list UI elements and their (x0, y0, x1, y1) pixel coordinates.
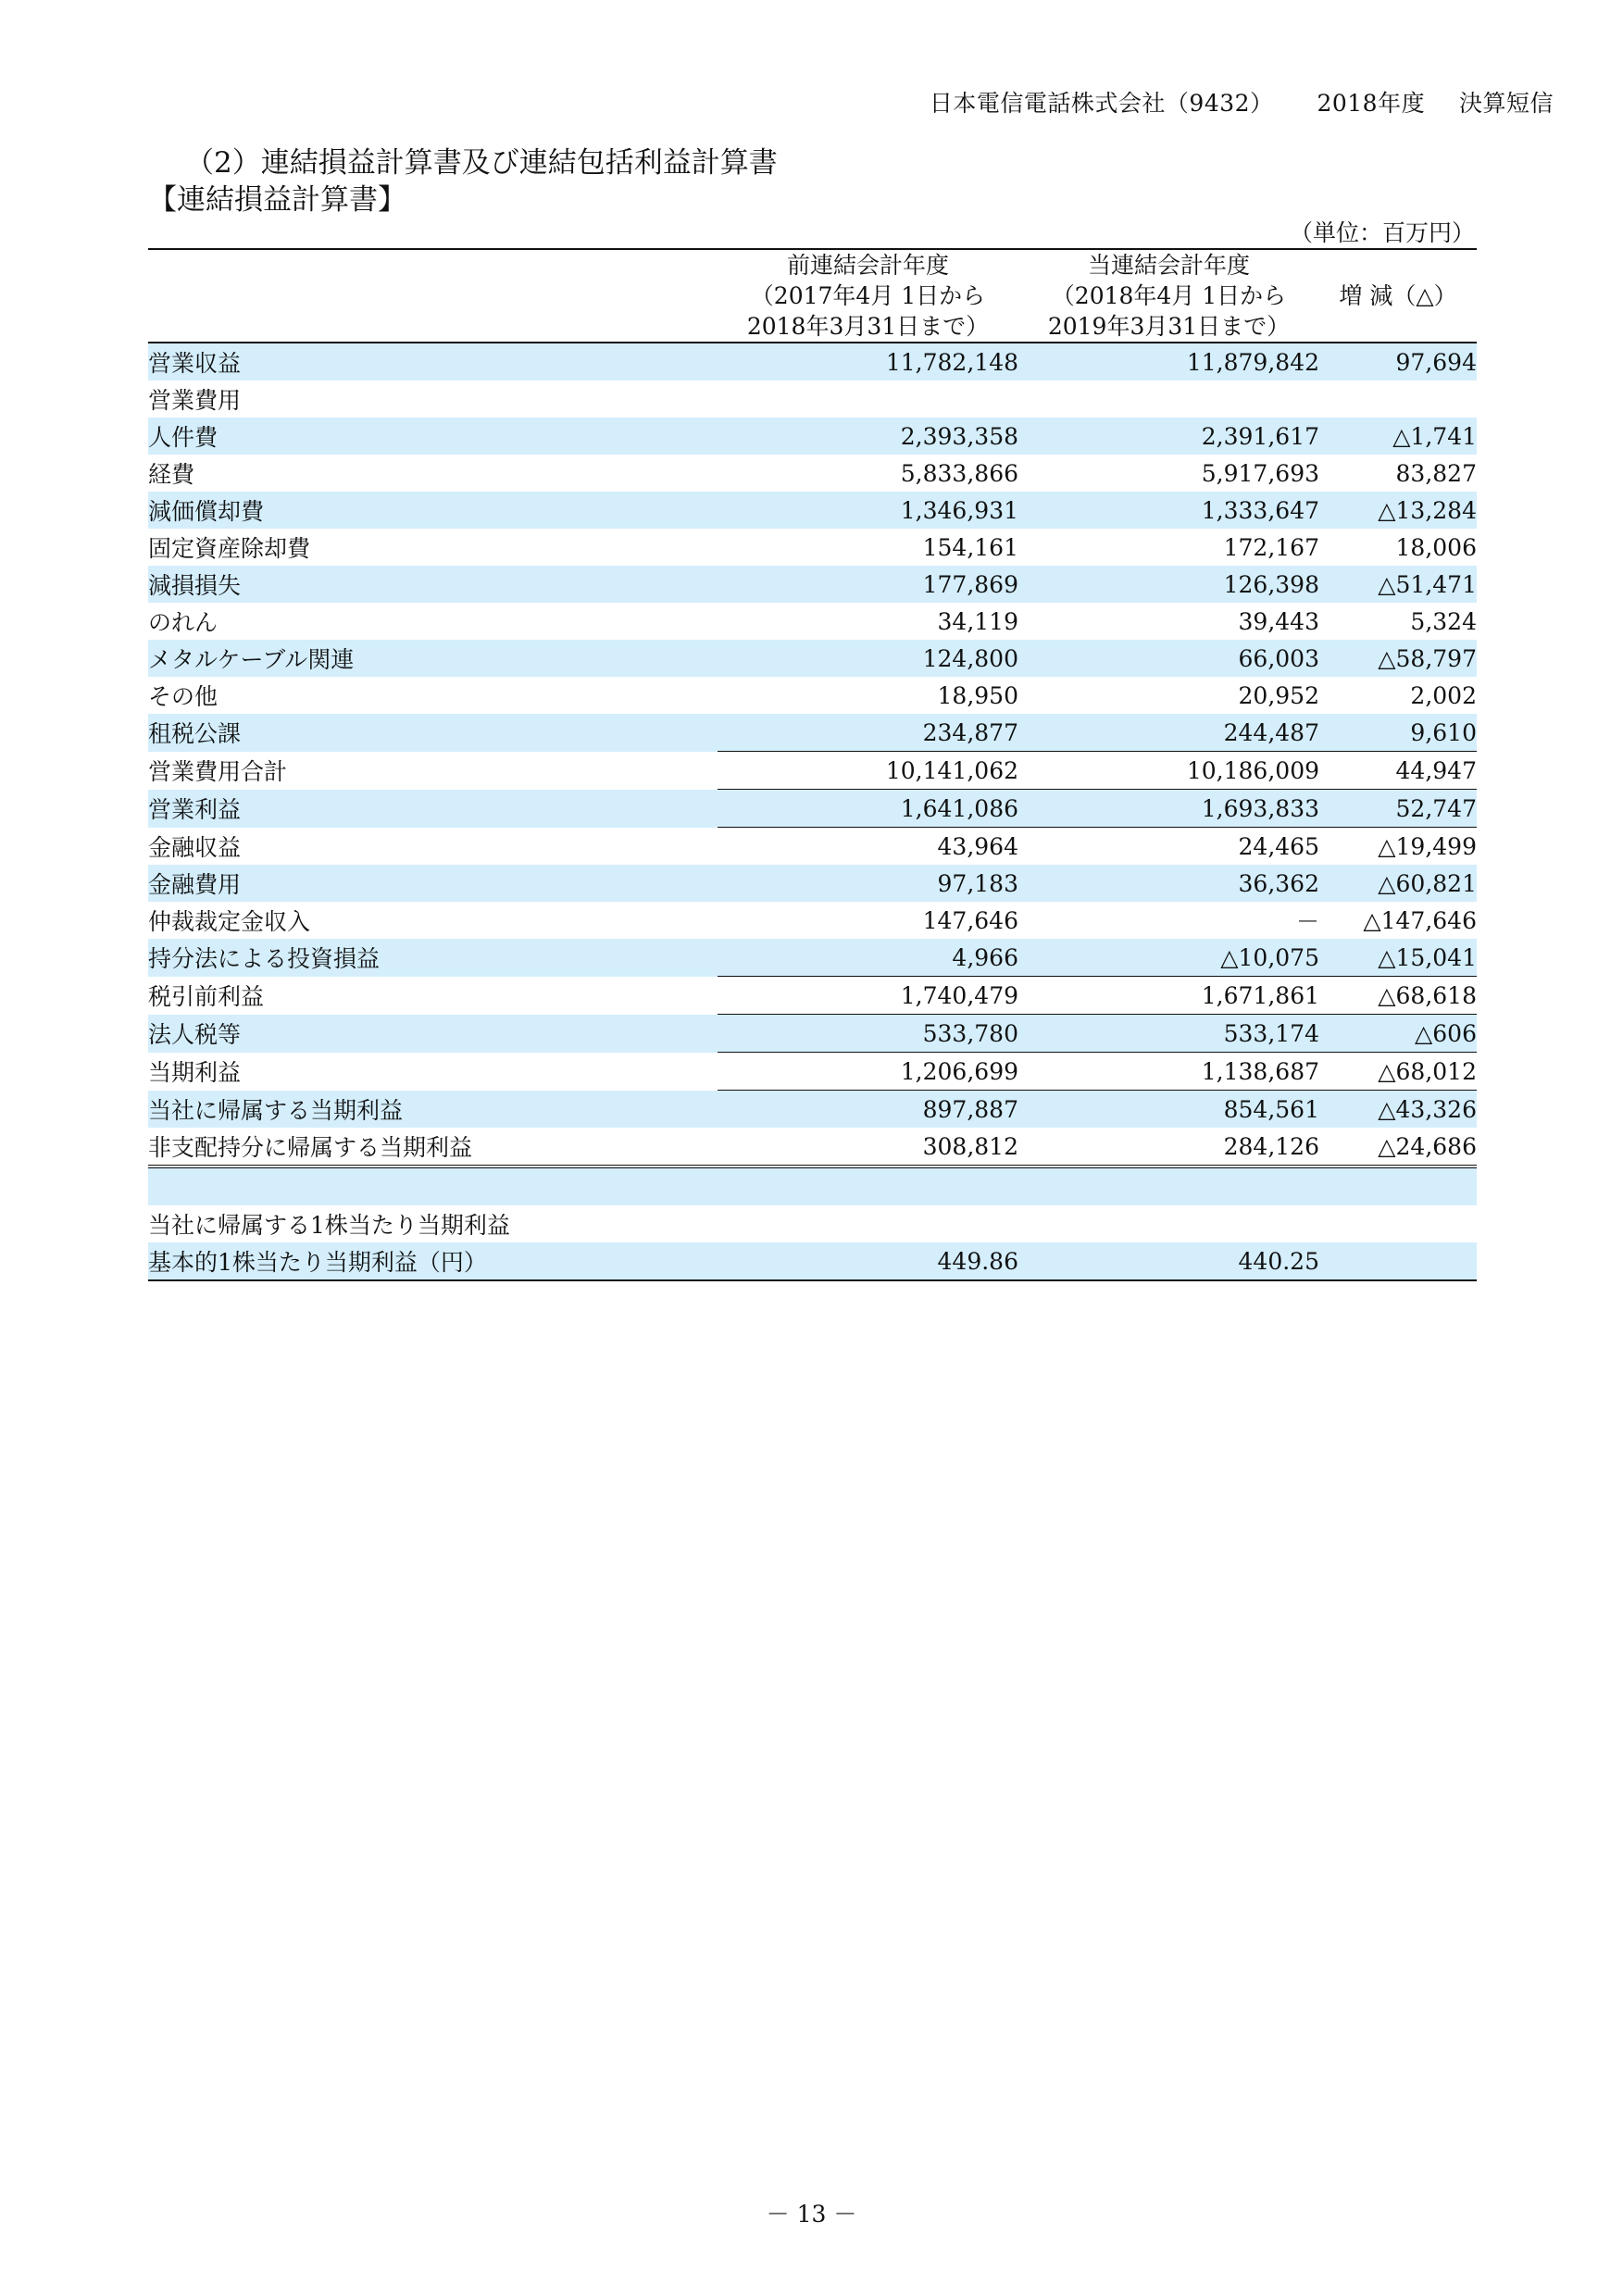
eps-heading: 当社に帰属する1株当たり当期利益 (148, 1212, 510, 1239)
table-row (148, 418, 1477, 455)
prev-value: 897,887 (718, 1091, 1018, 1129)
row-label: メタルケーブル関連 (148, 640, 718, 677)
row-label: その他 (148, 683, 218, 710)
prev-value: 147,646 (922, 906, 1018, 934)
prev-value: 5,833,866 (900, 459, 1018, 487)
prev-value: 10,141,062 (718, 752, 1018, 790)
cur-value: 1,671,861 (1018, 977, 1319, 1015)
row-label: 仲裁裁定金収入 (148, 908, 311, 935)
cur-value: 39,443 (1238, 607, 1319, 635)
company-name: 日本電信電話株式会社（9432） (929, 90, 1274, 117)
cur-value: 172,167 (1223, 533, 1319, 561)
table-header-row (148, 249, 1477, 343)
cur-value: 1,693,833 (1018, 790, 1319, 828)
cur-value: 11,879,842 (1018, 343, 1319, 381)
prev-value: 4,966 (718, 939, 1018, 977)
cur-period-end: 2019年3月31日まで） (1047, 313, 1291, 340)
cur-period-header (1018, 249, 1319, 343)
row-label: 固定資産除却費 (148, 535, 311, 562)
row-label: 営業費用合計 (148, 758, 288, 785)
spacer-cell (1018, 1167, 1319, 1205)
diff-value: △68,618 (1319, 977, 1477, 1015)
table-row (148, 939, 1477, 977)
cur-value: 284,126 (1223, 1132, 1319, 1160)
prev-value: 18,950 (937, 681, 1018, 709)
row-label: 金融費用 (148, 865, 718, 902)
row-label: 持分法による投資損益 (148, 939, 718, 977)
fiscal-year: 2018年度 (1317, 90, 1426, 117)
prev-value: 234,877 (718, 714, 1018, 752)
label-column-header (148, 249, 718, 343)
cur-value: 2,391,617 (1018, 418, 1319, 455)
eps-label: 基本的1株当たり当期利益（円） (148, 1242, 718, 1280)
table-row (148, 865, 1477, 902)
table-row (148, 790, 1477, 828)
cur-value: 66,003 (1018, 640, 1319, 677)
row-label: 当社に帰属する当期利益 (148, 1091, 718, 1129)
row-label: 租税公課 (148, 714, 718, 752)
diff-value: 18,006 (1395, 533, 1477, 561)
empty-cell (1319, 1205, 1477, 1242)
spacer-cell (148, 1167, 718, 1205)
diff-value: 97,694 (1319, 343, 1477, 381)
prev-value: 1,740,479 (718, 977, 1018, 1015)
prev-value: 97,183 (718, 865, 1018, 902)
table-row (148, 977, 1477, 1015)
table-row (148, 828, 1477, 866)
cur-value: 126,398 (1018, 566, 1319, 603)
prev-value: 1,206,699 (718, 1053, 1018, 1091)
diff-value: △13,284 (1319, 492, 1477, 529)
cur-value (1018, 381, 1319, 418)
diff-value: △606 (1319, 1015, 1477, 1053)
prev-period-header (718, 249, 1018, 343)
diff-value: △58,797 (1319, 640, 1477, 677)
empty-cell (718, 1205, 1018, 1242)
cur-period-title: 当連結会計年度 (1087, 252, 1250, 279)
table-row (148, 455, 1477, 492)
page-number: － 13 － (766, 2201, 857, 2227)
table-row (148, 381, 1477, 418)
cur-value: 10,186,009 (1018, 752, 1319, 790)
prev-period-start: （2017年4月 1日から (750, 282, 986, 309)
diff-value: 52,747 (1319, 790, 1477, 828)
diff-value: △51,471 (1319, 566, 1477, 603)
diff-value: △68,012 (1319, 1053, 1477, 1091)
diff-header: 増 減（△） (1319, 249, 1477, 343)
table-row (148, 492, 1477, 529)
eps-prev-value: 449.86 (718, 1242, 1018, 1280)
row-label: 当期利益 (148, 1059, 242, 1086)
row-label: 営業収益 (148, 343, 718, 381)
diff-value: 9,610 (1319, 714, 1477, 752)
cur-value: 854,561 (1018, 1091, 1319, 1129)
table-row (148, 1015, 1477, 1053)
diff-value: 5,324 (1410, 607, 1477, 635)
table-row (148, 343, 1477, 381)
table-row (148, 603, 1477, 640)
eps-heading-row (148, 1205, 1477, 1242)
unit-note: （単位：百万円） (1289, 219, 1475, 246)
prev-value: 533,780 (718, 1015, 1018, 1053)
diff-value: △19,499 (1378, 832, 1477, 860)
diff-value: △24,686 (1378, 1132, 1477, 1160)
row-label: 経費 (148, 461, 195, 488)
row-label: 法人税等 (148, 1015, 718, 1053)
diff-value: △60,821 (1319, 865, 1477, 902)
cur-value: 36,362 (1018, 865, 1319, 902)
spacer-row (148, 1167, 1477, 1205)
prev-value: 43,964 (937, 832, 1018, 860)
diff-value: △1,741 (1319, 418, 1477, 455)
document-header (930, 85, 1554, 119)
cur-value: 24,465 (1238, 832, 1319, 860)
cur-value: △10,075 (1018, 939, 1319, 977)
cur-period-start: （2018年4月 1日から (1051, 282, 1287, 309)
diff-value: 44,947 (1319, 752, 1477, 790)
diff-value (1319, 381, 1477, 418)
prev-value: 177,869 (718, 566, 1018, 603)
cur-value: 533,174 (1018, 1015, 1319, 1053)
diff-value: △43,326 (1319, 1091, 1477, 1129)
table-row (148, 1128, 1477, 1167)
prev-value: 154,161 (922, 533, 1018, 561)
cur-value: 1,138,687 (1018, 1053, 1319, 1091)
table-row (148, 529, 1477, 566)
eps-row (148, 1242, 1477, 1280)
diff-value: 83,827 (1395, 459, 1477, 487)
eps-cur-value: 440.25 (1018, 1242, 1319, 1280)
row-label: 金融収益 (148, 834, 242, 861)
cur-value: 20,952 (1238, 681, 1319, 709)
prev-value: 1,641,086 (718, 790, 1018, 828)
subsection-title: 【連結損益計算書】 (148, 183, 406, 217)
diff-value: △147,646 (1363, 906, 1477, 934)
spacer-cell (718, 1167, 1018, 1205)
cur-value: 5,917,693 (1201, 459, 1319, 487)
row-label: 税引前利益 (148, 983, 265, 1010)
row-label: のれん (148, 609, 218, 636)
section-title: （2）連結損益計算書及び連結包括利益計算書 (185, 146, 778, 180)
prev-value: 11,782,148 (718, 343, 1018, 381)
diff-value: 2,002 (1410, 681, 1477, 709)
prev-value: 34,119 (937, 607, 1018, 635)
diff-value: △15,041 (1319, 939, 1477, 977)
row-label: 営業費用 (148, 387, 242, 414)
prev-value: 2,393,358 (718, 418, 1018, 455)
table-row (148, 714, 1477, 752)
row-label: 減価償却費 (148, 492, 718, 529)
cur-value: － (1295, 908, 1319, 935)
cur-value: 1,333,647 (1018, 492, 1319, 529)
table-row (148, 1053, 1477, 1091)
income-statement-table (148, 248, 1477, 1281)
prev-value: 124,800 (718, 640, 1018, 677)
table-row (148, 640, 1477, 677)
prev-value (718, 381, 1018, 418)
spacer-cell (1319, 1167, 1477, 1205)
prev-value: 1,346,931 (718, 492, 1018, 529)
table-row (148, 566, 1477, 603)
row-label: 営業利益 (148, 790, 718, 828)
document-type: 決算短信 (1458, 90, 1554, 117)
table-row (148, 677, 1477, 714)
row-label: 人件費 (148, 418, 718, 455)
prev-period-title: 前連結会計年度 (786, 252, 949, 279)
table-row (148, 752, 1477, 790)
table-row (148, 902, 1477, 939)
cur-value: 244,487 (1018, 714, 1319, 752)
empty-cell (1018, 1205, 1319, 1242)
prev-period-end: 2018年3月31日まで） (746, 313, 990, 340)
table-row (148, 1091, 1477, 1129)
prev-value: 308,812 (922, 1132, 1018, 1160)
row-label: 減損損失 (148, 566, 718, 603)
row-label: 非支配持分に帰属する当期利益 (148, 1134, 473, 1161)
eps-diff-value (1319, 1242, 1477, 1280)
